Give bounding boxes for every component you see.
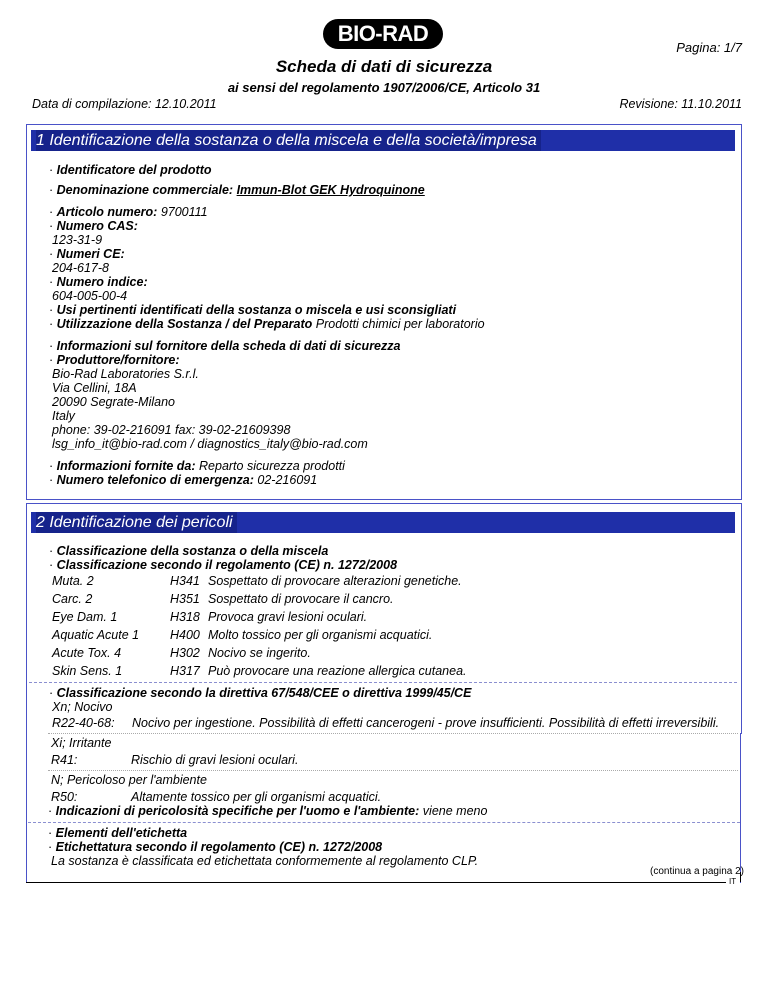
- specific-hazards-row: · Indicazioni di pericolosità specifiche per l'uomo e l'ambiente: viene meno: [48, 804, 488, 818]
- document-title: Scheda di dati di sicurezza: [275, 57, 493, 76]
- address-line: 20090 Segrate-Milano: [52, 395, 175, 409]
- email-line[interactable]: lsg_info_it@bio-rad.com / diagnostics_italy@bio-rad.com: [52, 437, 368, 451]
- label-elements: · Elementi dell'etichetta: [48, 826, 188, 840]
- substance-classified-text: La sostanza è classificata ed etichettata conformemente al regolamento CLP.: [51, 854, 479, 868]
- xn-label: Xn; Nocivo: [52, 700, 113, 714]
- classification-label: · Classificazione della sostanza o della miscela: [49, 544, 329, 558]
- divider: [29, 682, 737, 683]
- r-phrase-code: R50:: [51, 790, 78, 804]
- document-subtitle: ai sensi del regolamento 1907/2006/CE, Articolo 31: [227, 80, 541, 95]
- relevant-uses: · Usi pertinenti identificati della sostanza o miscela e usi sconsigliati: [49, 303, 457, 317]
- section-border: [26, 733, 27, 883]
- r-phrase-code: R41:: [51, 753, 78, 767]
- manufacturer-label: · Produttore/fornitore:: [49, 353, 180, 367]
- page-number: Pagina: 1/7: [676, 40, 742, 55]
- r-phrase-code: R22-40-68:: [52, 716, 115, 730]
- directive-classification-label: · Classificazione secondo la direttiva 67/548/CEE o direttiva 1999/45/CE: [49, 686, 472, 700]
- r-phrase-text: Nocivo per ingestione. Possibilità di effetti cancerogeni - prove insufficienti. Possibilità di effetti irreversibili.: [132, 716, 720, 730]
- cas-label: · Numero CAS:: [49, 219, 138, 233]
- cas-value: 123-31-9: [52, 233, 103, 247]
- address-line: Via Cellini, 18A: [52, 381, 137, 395]
- section-border: [740, 733, 741, 883]
- ec-label: · Numeri CE:: [49, 247, 125, 261]
- address-line: Bio-Rad Laboratories S.r.l.: [52, 367, 199, 381]
- xi-label: Xi; Irritante: [51, 736, 112, 750]
- compilation-date: Data di compilazione: 12.10.2011: [32, 97, 217, 111]
- trade-name: Immun-Blot GEK Hydroquinone: [236, 183, 425, 197]
- dotted-divider: [48, 770, 738, 771]
- clp-labelling: · Etichettatura secondo il regolamento (CE) n. 1272/2008: [48, 840, 383, 854]
- ec-value: 204-617-8: [52, 261, 109, 275]
- r-phrase-text: Rischio di gravi lesioni oculari.: [131, 753, 299, 767]
- info-provided-row: · Informazioni fornite da: Reparto sicurezza prodotti: [49, 459, 345, 473]
- address-line: Italy: [52, 409, 75, 423]
- use-row: · Utilizzazione della Sostanza / del Preparato Prodotti chimici per laboratorio: [49, 317, 485, 331]
- section-2: 2 Identificazione dei pericoli · Classificazione della sostanza o della miscela · Classificazione secondo il regolamento (CE) n. 1272/2008 Muta. 2 H341 Sospettato di provocare alterazioni genetiche. Carc. 2 H351 Sospettato di provocare il cancro. Eye Dam. 1 H318 Provoca gravi lesioni oculari. Aquatic Acute 1 H400 Molto tossico per gli organismi acquatici. Acute Tox. 4 H302 Nocivo se ingerito. Skin Sens. 1 H317 Può provocare una reazione allergica cutanea. · Classificazione secondo la direttiva 67/548/CEE o direttiva 1999/45/CE Xn; Nocivo R22-40-68: Nocivo per ingestione. Possibilità di effetti cancerogeni - prove insufficienti. Possibilità di effetti irreversibili.: [26, 503, 742, 734]
- bio-rad-logo: BIO-RAD: [323, 19, 443, 49]
- divider: [28, 822, 740, 823]
- footer-line: [26, 882, 726, 883]
- section-1: [26, 124, 742, 500]
- dotted-divider: [48, 733, 738, 734]
- trade-name-row: · Denominazione commerciale: Immun-Blot GEK Hydroquinone: [49, 183, 425, 197]
- phone-line: phone: 39-02-216091 fax: 39-02-21609398: [52, 423, 291, 437]
- revision-date: Revisione: 11.10.2011: [619, 97, 742, 111]
- section-2-heading: 2 Identificazione dei pericoli: [31, 512, 735, 533]
- clp-classification-label: · Classificazione secondo il regolamento (CE) n. 1272/2008: [49, 558, 398, 572]
- continued-note: (continua a pagina 2): [650, 866, 744, 877]
- index-label: · Numero indice:: [49, 275, 148, 289]
- n-label: N; Pericoloso per l'ambiente: [51, 773, 207, 787]
- product-identifier: · Identificatore del prodotto: [49, 163, 212, 177]
- footer-tick: [740, 872, 741, 882]
- language-code: IT: [729, 877, 737, 886]
- supplier-info: · Informazioni sul fornitore della scheda di dati di sicurezza: [49, 339, 401, 353]
- article-number-row: · Articolo numero: 9700111: [49, 205, 208, 219]
- section-1-heading: 1 Identificazione della sostanza o della miscela e della società/impresa: [31, 130, 735, 151]
- emergency-phone-row: · Numero telefonico di emergenza: 02-216091: [49, 473, 318, 487]
- r-phrase-text: Altamente tossico per gli organismi acquatici.: [131, 790, 382, 804]
- index-value: 604-005-00-4: [52, 289, 128, 303]
